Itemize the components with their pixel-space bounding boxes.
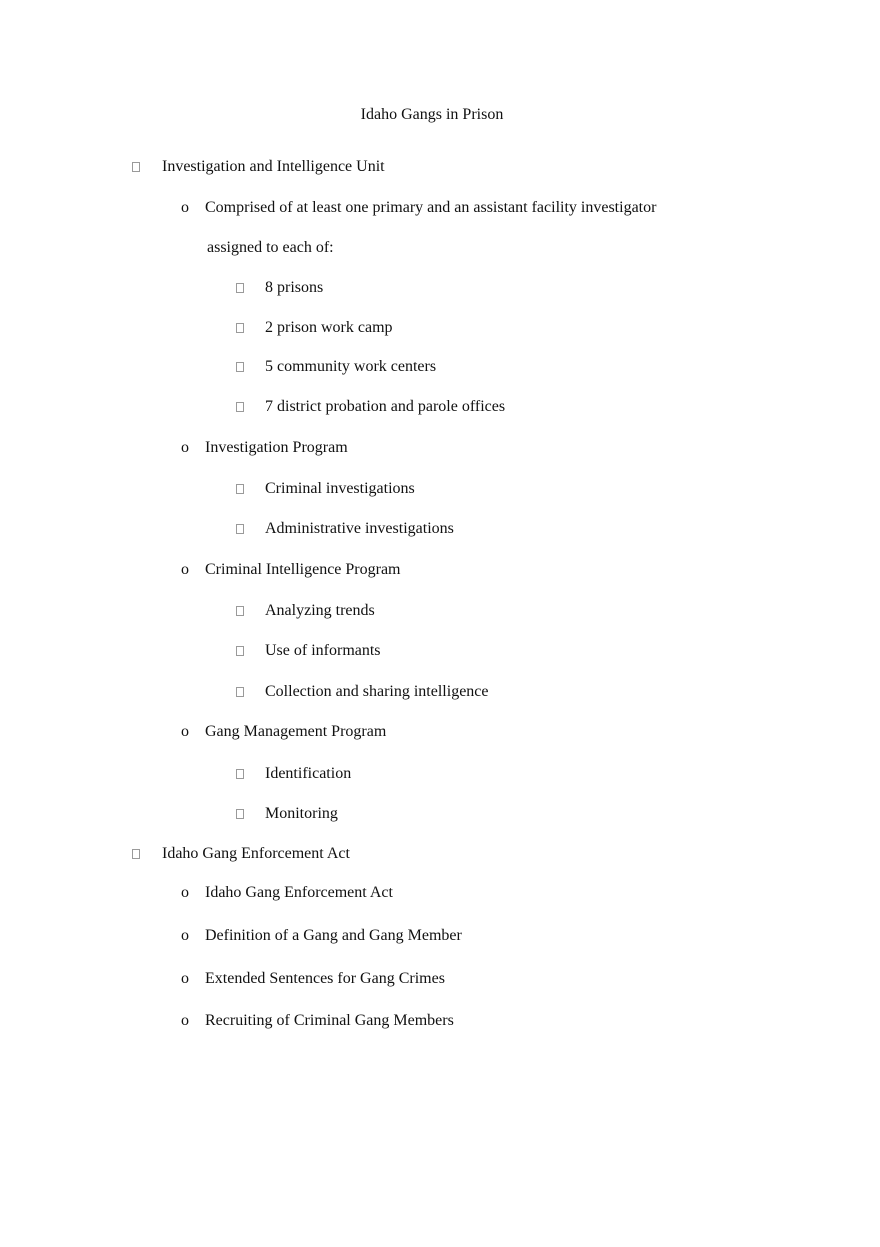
list-item-label: Comprised of at least one primary and an assistant facility investigator bbox=[205, 199, 657, 216]
checkbox-bullet-icon bbox=[236, 402, 244, 412]
list-item-continuation-text: assigned to each of: bbox=[207, 239, 334, 256]
sub-item-label: Analyzing trends bbox=[265, 602, 375, 619]
sub-item-label: Criminal investigations bbox=[265, 480, 415, 497]
o-bullet-icon: o bbox=[181, 884, 189, 901]
sub-item-label: 2 prison work camp bbox=[265, 319, 393, 336]
list-item-label: Gang Management Program bbox=[205, 723, 387, 740]
list-item-label: Recruiting of Criminal Gang Members bbox=[205, 1012, 454, 1029]
section-label: Investigation and Intelligence Unit bbox=[162, 158, 385, 175]
sub-item-label: Collection and sharing intelligence bbox=[265, 683, 489, 700]
section-label: Idaho Gang Enforcement Act bbox=[162, 845, 350, 862]
sub-item-label: Identification bbox=[265, 765, 352, 782]
o-bullet-icon: o bbox=[181, 927, 189, 944]
checkbox-bullet-icon bbox=[236, 687, 244, 697]
checkbox-bullet-icon bbox=[132, 849, 140, 859]
sub-item-label: 5 community work centers bbox=[265, 358, 437, 375]
checkbox-bullet-icon bbox=[236, 524, 244, 534]
o-bullet-icon: o bbox=[181, 561, 189, 578]
checkbox-bullet-icon bbox=[236, 769, 244, 779]
checkbox-bullet-icon bbox=[236, 283, 244, 293]
sub-item-label: Administrative investigations bbox=[265, 520, 454, 537]
sub-item-label: 8 prisons bbox=[265, 279, 324, 296]
checkbox-bullet-icon bbox=[236, 809, 244, 819]
o-bullet-icon: o bbox=[181, 439, 189, 456]
list-item-label: Criminal Intelligence Program bbox=[205, 561, 401, 578]
list-item-label: Definition of a Gang and Gang Member bbox=[205, 927, 462, 944]
o-bullet-icon: o bbox=[181, 970, 189, 987]
list-item-label: Extended Sentences for Gang Crimes bbox=[205, 970, 445, 987]
document-title: Idaho Gangs in Prison bbox=[360, 106, 504, 123]
o-bullet-icon: o bbox=[181, 199, 189, 216]
sub-item-label: Monitoring bbox=[265, 805, 338, 822]
checkbox-bullet-icon bbox=[236, 606, 244, 616]
checkbox-bullet-icon bbox=[132, 162, 140, 172]
sub-item-label: Use of informants bbox=[265, 642, 381, 659]
checkbox-bullet-icon bbox=[236, 484, 244, 494]
list-item-label: Idaho Gang Enforcement Act bbox=[205, 884, 393, 901]
o-bullet-icon: o bbox=[181, 723, 189, 740]
sub-item-label: 7 district probation and parole offices bbox=[265, 398, 506, 415]
checkbox-bullet-icon bbox=[236, 362, 244, 372]
o-bullet-icon: o bbox=[181, 1012, 189, 1029]
list-item-label: Investigation Program bbox=[205, 439, 348, 456]
checkbox-bullet-icon bbox=[236, 646, 244, 656]
checkbox-bullet-icon bbox=[236, 323, 244, 333]
